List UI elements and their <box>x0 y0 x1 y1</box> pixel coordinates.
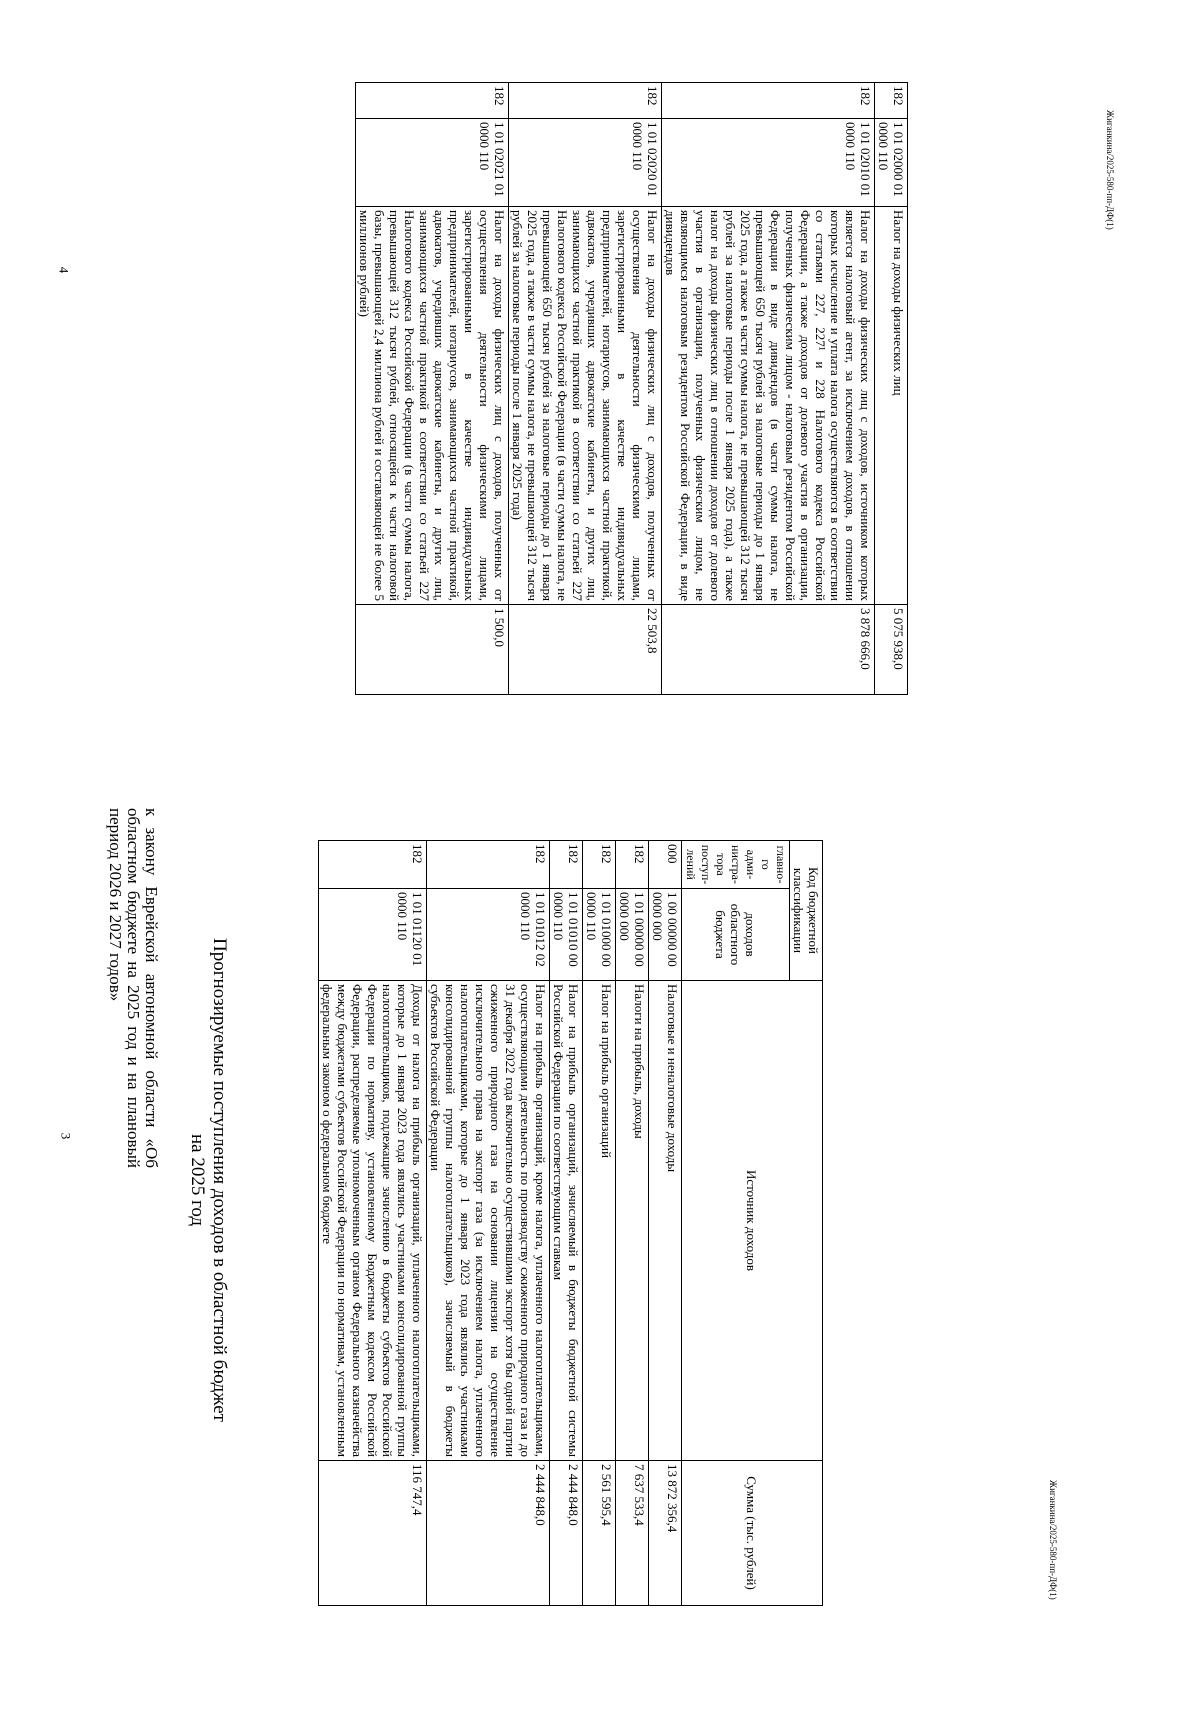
cell-desc: Налоговые и неналоговые доходы <box>649 981 682 1461</box>
header-income-code: доходов областного бюджета <box>682 889 790 981</box>
cell-desc: Доходы от налога на прибыль организаций, уплаченного налогоплательщиками, которые до 1 января 2023 года являлись участниками консолидированной группы налогоплательщиков, подлежащие зачислению в бюджеты субъектов Российской Федерации по нормативу, установленному Бюджетным кодексом Российской Федерации, распределяемые уполномоченным органом Федерального казначейства между бюджетами субъектов Российской Федерации по нормативам, установленным федеральным законом о федеральном бюджете <box>319 981 427 1461</box>
cell-desc: Налог на прибыль организаций <box>583 981 616 1461</box>
cell-desc: Налог на прибыль организаций, зачисляемый в бюджеты бюджетной системы Российской Федерации по соответствующим ставкам <box>550 981 583 1461</box>
cell-admin: 182 <box>356 83 509 119</box>
doc-title-line2: на 2025 год <box>187 1133 208 1227</box>
cell-code: 1 01 02021 01 0000 110 <box>356 119 509 207</box>
cell-code: 1 01 01120 01 0000 110 <box>319 889 427 981</box>
cell-admin: 182 <box>319 841 427 889</box>
header-source: Источник доходов <box>682 981 823 1461</box>
cell-desc: Налог на доходы физических лиц с доходов, полученных от осуществления деятельности физическими лицами, зарегистрированными в качестве индивидуальных предпринимателей, нотариусов, занимающихся частной практикой, адвокатов, учредивших адвокатские кабинеты, и других лиц, занимающихся частной практикой в соответствии со статьей 227 Налогового кодекса Российской Федерации (в части суммы налога, превышающей 312 тысяч рублей, относящейся к части налоговой базы, превышающей 2,4 миллиона рублей и составляющей не более 5 миллионов рублей) <box>356 207 509 605</box>
cell-desc: Налог на доходы физических лиц с доходов, полученных от осуществления деятельности физическими лицами, зарегистрированными в качестве индивидуальных предпринимателей, нотариусов, занимающихся частной практикой, адвокатов, учредивших адвокатские кабинеты, и других лиц, занимающихся частной практикой в соответствии со статьей 227 Налогового кодекса Российской Федерации (в части суммы налога, не превышающей 650 тысяч рублей за налоговые периоды до 1 января 2025 года, а также в части суммы налога, не превышающей 312 тысяч рублей за налоговые периоды после 1 января 2025 года) <box>509 207 662 605</box>
revenue-table-right <box>355 82 908 695</box>
cell-admin: 000 <box>649 841 682 889</box>
table-row <box>319 841 427 1606</box>
cell-admin: 182 <box>662 83 875 119</box>
cell-admin: 182 <box>550 841 583 889</box>
footer-left: Жиганкина/2025-580-пп-ДФ(1) <box>1048 1480 1058 1600</box>
cell-amount: 22 503,8 <box>509 605 662 695</box>
table-row <box>875 83 908 695</box>
cell-code: 1 01 01012 02 0000 110 <box>427 889 550 981</box>
table-row <box>649 841 682 1606</box>
cell-code: 1 01 01010 00 0000 110 <box>550 889 583 981</box>
cell-amount: 2 561 595,4 <box>583 1461 616 1606</box>
cell-amount: 7 637 533,4 <box>616 1461 649 1606</box>
cell-amount: 3 878 666,0 <box>662 605 875 695</box>
cell-code: 1 01 00000 00 0000 000 <box>616 889 649 981</box>
cell-amount: 116 747,4 <box>319 1461 427 1606</box>
cell-admin: 182 <box>509 83 662 119</box>
cell-desc: Налог на доходы физических лиц с доходов, источником которых является налоговый агент, за исключением доходов, в отношении которых исчисление и уплата налога осуществляются в соответствии со статьями 227, 227¹ и 228 Налогового кодекса Российской Федерации, а также доходов от долевого участия в организации, полученных физическим лицом - налоговым резидентом Российской Федерации в виде дивидендов (в части суммы налога, не превышающей 650 тысяч рублей за налоговые периоды до 1 января 2025 года, а также в части суммы налога, не превышающей 312 тысяч рублей за налоговые периоды после 1 января 2025 года), а также налог на доходы физических лиц в отношении доходов от долевого участия в организации, полученных физическим лицом, не являющимся налоговым резидентом Российской Федерации, в виде дивидендов <box>662 207 875 605</box>
table-row <box>583 841 616 1606</box>
footer-right: Жиганкина/2025-580-пп-ДФ(1) <box>1105 110 1115 230</box>
cell-desc: Налог на доходы физических лиц <box>875 207 908 605</box>
cell-code: 1 01 02000 01 0000 110 <box>875 119 908 207</box>
revenue-table-left <box>318 840 823 1606</box>
cell-desc: Налоги на прибыль, доходы <box>616 981 649 1461</box>
page-number-4: 4 <box>56 266 72 274</box>
table-row <box>356 83 509 695</box>
cell-amount: 2 444 848,0 <box>427 1461 550 1606</box>
cell-code: 1 01 02010 01 0000 110 <box>662 119 875 207</box>
revenue-table-right-wrap <box>355 82 908 694</box>
table-row <box>427 841 550 1606</box>
cell-admin: 182 <box>427 841 550 889</box>
doc-title-line1: Прогнозируемые поступления доходов в областной бюджет <box>209 938 230 1422</box>
table-row <box>550 841 583 1606</box>
cell-amount: 1 500,0 <box>356 605 509 695</box>
cell-code: 1 01 01000 00 0000 110 <box>583 889 616 981</box>
cell-admin: 182 <box>583 841 616 889</box>
cell-admin: 182 <box>875 83 908 119</box>
cell-admin: 182 <box>616 841 649 889</box>
cell-desc: Налог на прибыль организаций, кроме налога, уплаченного налогоплательщиками, осуществляющими деятельность по производству сжиженного природного газа и до 31 декабря 2022 года включительно осуществившими экспорт хотя бы одной партии сжиженного природного газа на основании лицензии на осуществление исключительного права на экспорт газа (за исключением налога, уплаченного налогоплательщиками, которые до 1 января 2023 года являлись участниками консолидированной группы налогоплательщиков), зачисляемый в бюджеты субъектов Российской Федерации <box>427 981 550 1461</box>
table-row <box>509 83 662 695</box>
header-admin: главно-го адми-нистра-тора поступ-лений <box>682 841 790 889</box>
header-code-group: Код бюджетной классификации <box>790 841 823 981</box>
doc-title <box>186 860 230 1500</box>
revenue-table-left-wrap <box>318 840 823 1605</box>
cell-code: 1 00 00000 00 0000 000 <box>649 889 682 981</box>
cell-code: 1 01 02020 01 0000 110 <box>509 119 662 207</box>
cell-amount: 2 444 848,0 <box>550 1461 583 1606</box>
page-number-3: 3 <box>58 1132 74 1140</box>
cell-amount: 5 075 938,0 <box>875 605 908 695</box>
appendix-heading: к закону Еврейской автономной области «Об областном бюджете на 2025 год и на плановый период 2026 и 2027 годов» <box>106 808 161 1168</box>
header-amount: Сумма (тыс. рублей) <box>682 1461 823 1606</box>
table-row <box>616 841 649 1606</box>
cell-amount: 13 872 356,4 <box>649 1461 682 1606</box>
table-row <box>662 83 875 695</box>
